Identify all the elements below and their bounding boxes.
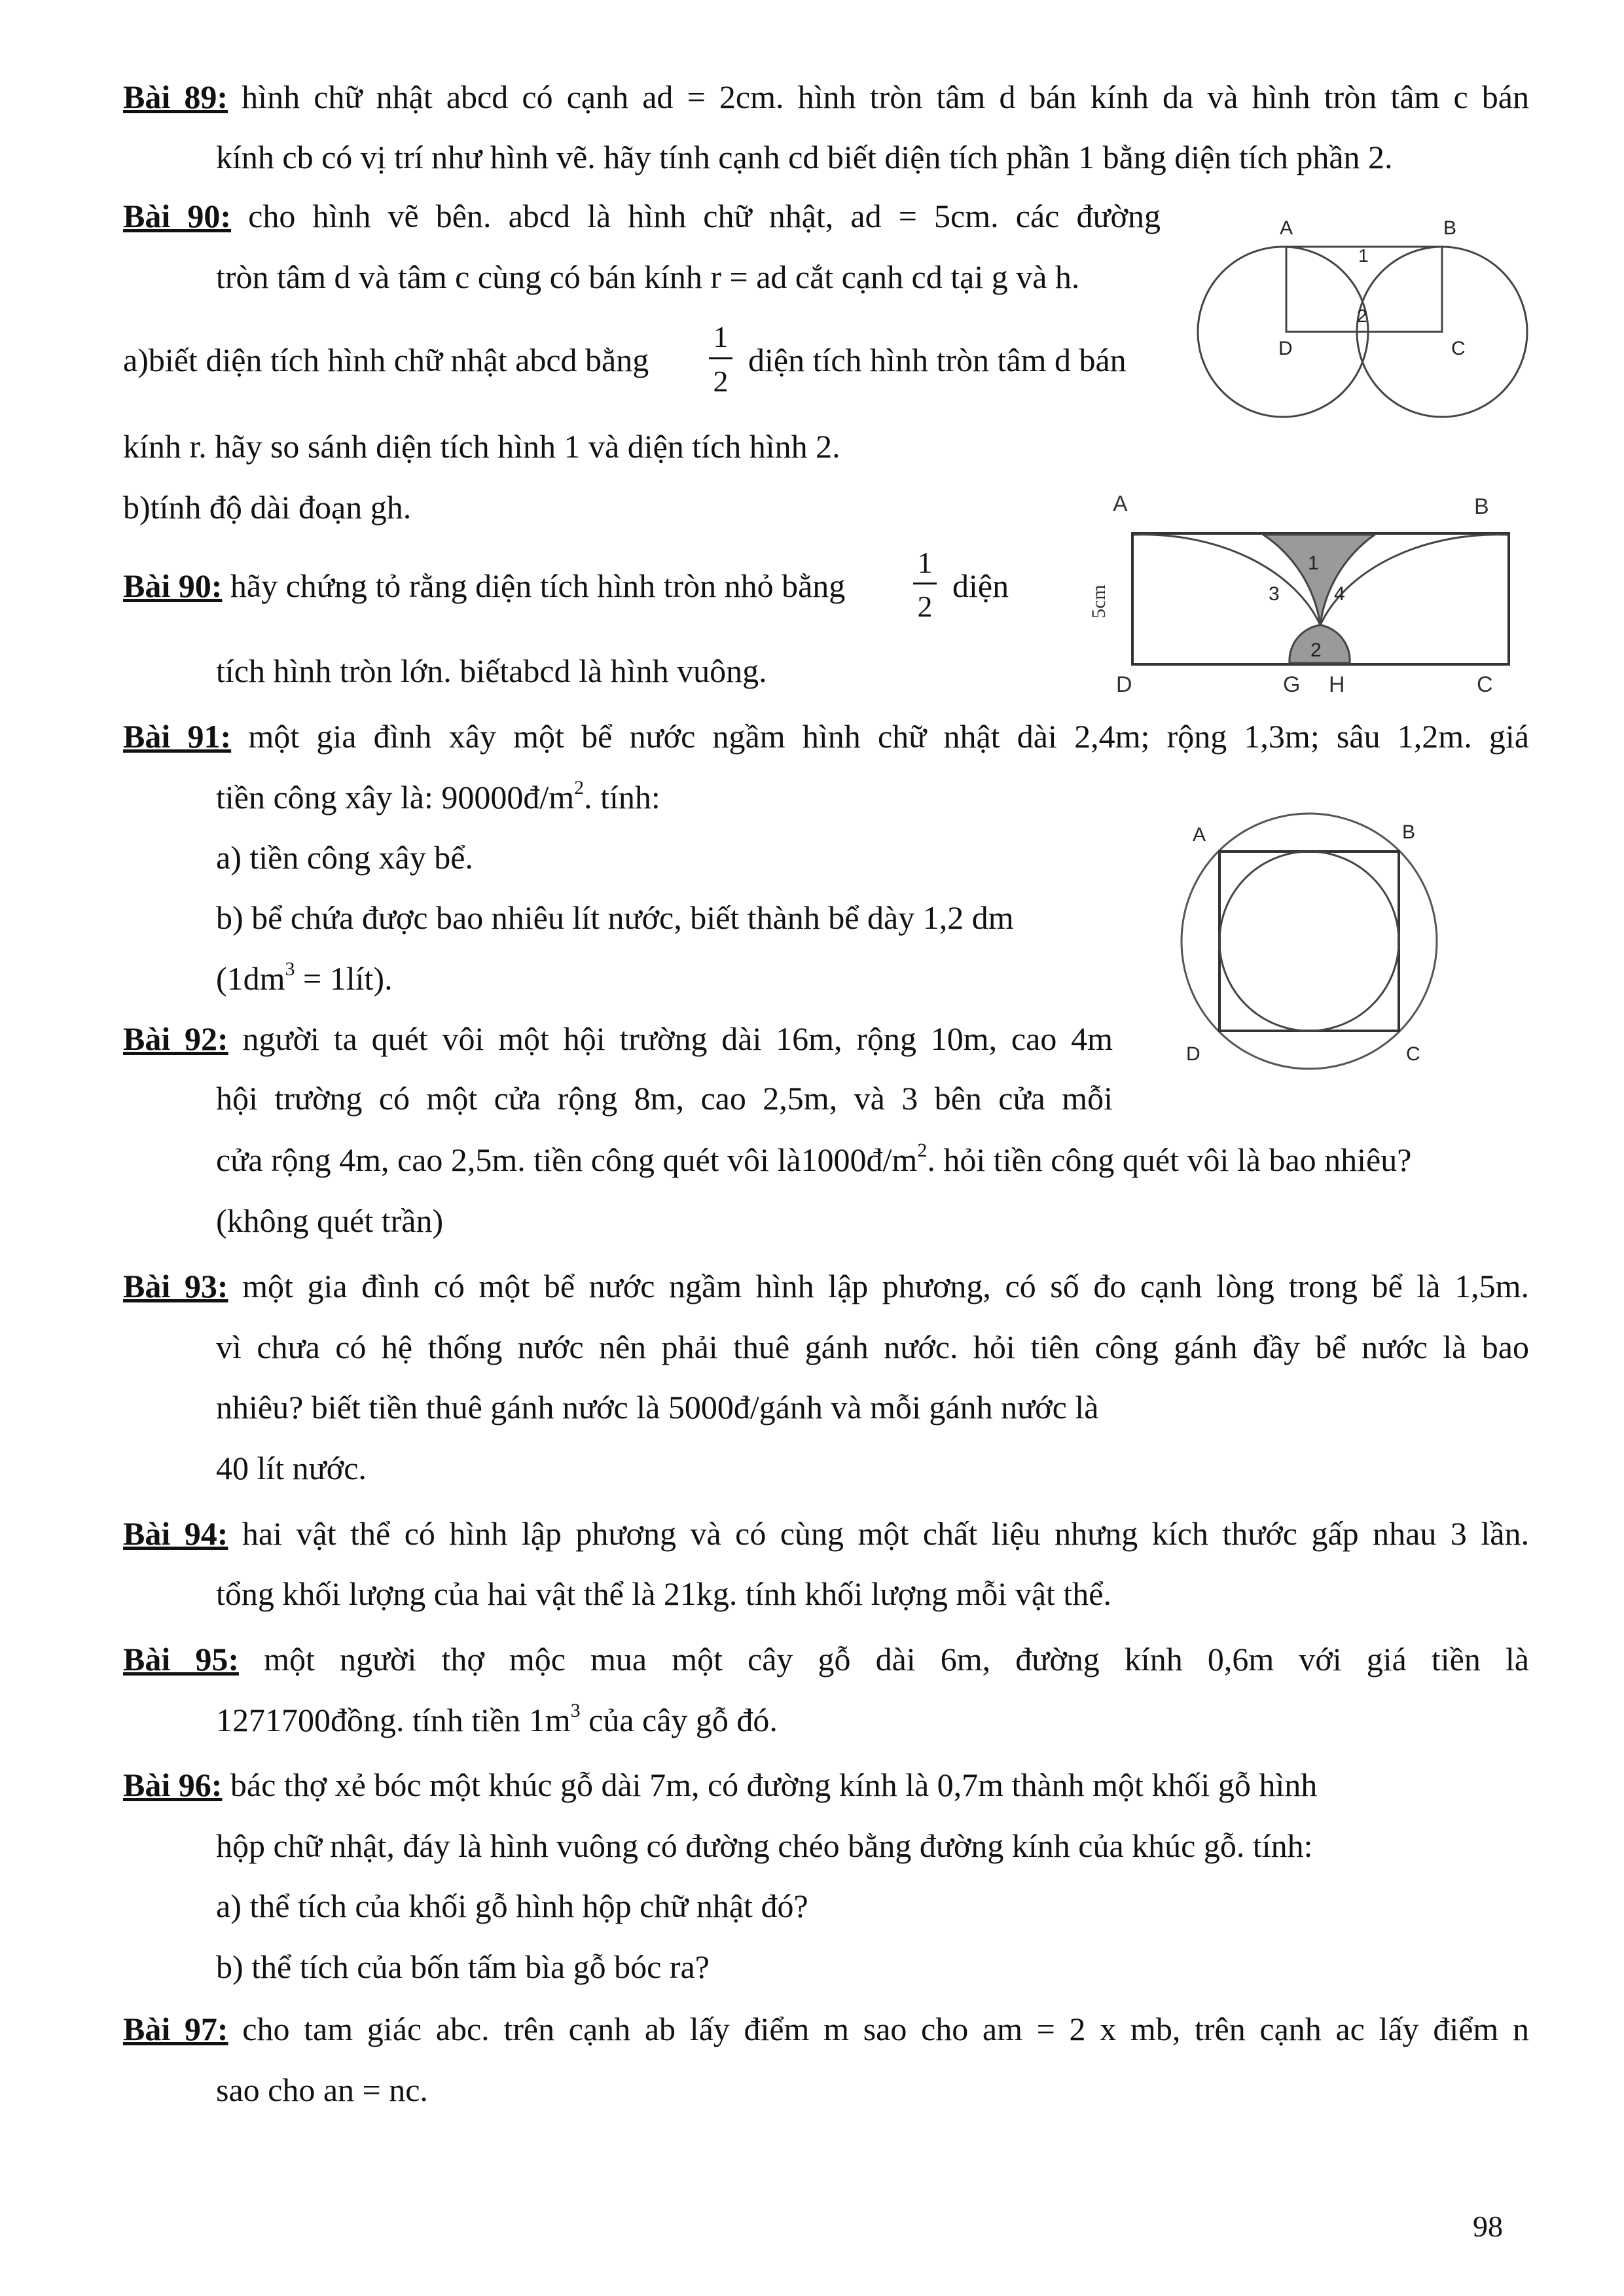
p94-text-1: hai vật thể có hình lập phương và có cùng một chất liệu nhưng kích thước gấp nhau 3 lần. (242, 1515, 1529, 1552)
p90a-line-3a: a)biết diện tích hình chữ nhật abcd bằng (123, 342, 649, 378)
p96-line-1 (123, 1765, 1317, 1804)
p92-text-3a: cửa rộng 4m, cao 2,5m. tiền công quét vôi là1000đ/m (216, 1141, 918, 1178)
fig2-side-label: 5cm (1088, 584, 1110, 619)
fig2-region-4: 4 (1334, 583, 1345, 605)
p91-line-5 (216, 959, 393, 998)
p89-line-2: kính cb có vị trí như hình vẽ. hãy tính cạnh cd biết diện tích phần 1 bằng diện tích phần 2. (216, 139, 1393, 175)
p91-text-5b: = 1lít). (295, 960, 393, 997)
p94-line-1 (123, 1514, 1529, 1553)
p95-line-1 (123, 1640, 1529, 1679)
figure-two-circles (1188, 209, 1555, 452)
p90b-line-1b: diện (952, 567, 1009, 604)
p91-line-2 (216, 778, 660, 817)
p91-line-3: a) tiền công xây bể. (216, 839, 473, 876)
p90a-line-1 (123, 196, 1161, 236)
p95-sup-2: 3 (570, 1700, 581, 1722)
fig1-label-b: B (1443, 217, 1457, 239)
p90b-line-1 (123, 566, 845, 605)
p90b-frac-den: 2 (917, 590, 933, 623)
p96-label: Bài 96: (123, 1767, 223, 1803)
p92-sup-3: 2 (917, 1139, 928, 1162)
fig2-label-d: D (1116, 672, 1132, 697)
figure-square-circles (1165, 802, 1453, 1077)
p92-line-3 (216, 1140, 1411, 1179)
p90a-frac-bar (709, 357, 732, 359)
figure-quarter-circles (1087, 488, 1545, 697)
p89-text-1: hình chữ nhật abcd có cạnh ad = 2cm. hình tròn tâm d bán kính da và hình tròn tâm c bán (242, 79, 1529, 115)
p93-line-3: nhiêu? biết tiền thuê gánh nước là 5000đ/gánh và mỗi gánh nước là (216, 1389, 1099, 1426)
p93-line-4: 40 lít nước. (216, 1450, 367, 1486)
fig1-region-1: 1 (1358, 245, 1369, 266)
p92-line-2: hội trường có một cửa rộng 8m, cao 2,5m, và 3 bên cửa mỗi (216, 1080, 1113, 1117)
p91-text-1: một gia đình xây một bể nước ngầm hình chữ nhật dài 2,4m; rộng 1,3m; sâu 1,2m. giá (248, 718, 1529, 755)
p91-sup-2: 2 (574, 777, 585, 799)
p90a-label: Bài 90: (123, 198, 232, 234)
p92-label: Bài 92: (123, 1020, 228, 1057)
p92-line-1 (123, 1019, 1113, 1058)
p91-sup-5: 3 (285, 958, 295, 980)
p95-text-1: một người thợ mộc mua một cây gỗ dài 6m, đường kính 0,6m với giá tiền là (264, 1641, 1529, 1677)
p95-text-2a: 1271700đồng. tính tiền 1m (216, 1702, 571, 1738)
p94-line-2: tổng khối lượng của hai vật thể là 21kg. tính khối lượng mỗi vật thể. (216, 1575, 1111, 1612)
fig1-label-a: A (1280, 217, 1293, 239)
fig2-label-c: C (1477, 672, 1493, 697)
fig3-label-a: A (1193, 824, 1206, 846)
p91-line-1 (123, 717, 1529, 756)
p90b-frac-num: 1 (917, 546, 933, 579)
p97-text-1: cho tam giác abc. trên cạnh ab lấy điểm m sao cho am = 2 x mb, trên cạnh ac lấy điểm n (242, 2011, 1529, 2047)
fig2-region-1: 1 (1308, 552, 1319, 574)
p95-line-2 (216, 1700, 778, 1740)
p96-line-4: b) thể tích của bốn tấm bìa gỗ bóc ra? (216, 1948, 710, 1985)
fig1-region-2: 2 (1357, 306, 1367, 326)
p90b-text-1a: hãy chứng tỏ rằng diện tích hình tròn nhỏ bằng (230, 567, 846, 604)
p93-line-2: vì chưa có hệ thống nước nên phải thuê gánh nước. hỏi tiên công gánh đầy bể nước là bao (216, 1329, 1529, 1365)
p95-text-2b: của cây gỗ đó. (580, 1702, 778, 1738)
page-number: 98 (1473, 2210, 1503, 2243)
p93-line-1 (123, 1266, 1529, 1306)
fig3-label-d: D (1186, 1043, 1200, 1065)
p90b-frac-bar (913, 583, 937, 584)
fig1-label-d: D (1278, 338, 1293, 359)
p90a-line-3b: diện tích hình tròn tâm d bán (748, 342, 1127, 378)
fig2-label-h: H (1329, 672, 1345, 697)
p91-text-2a: tiền công xây là: 90000đ/m (216, 779, 575, 816)
p92-line-4: (không quét trần) (216, 1202, 444, 1239)
fig1-label-c: C (1451, 338, 1466, 359)
p95-label: Bài 95: (123, 1641, 239, 1677)
p90a-line-4: kính r. hãy so sánh diện tích hình 1 và diện tích hình 2. (123, 428, 840, 465)
p90a-text-1: cho hình vẽ bên. abcd là hình chữ nhật, ad = 5cm. các đường (248, 198, 1161, 234)
fig2-label-b: B (1474, 494, 1489, 519)
p97-line-2: sao cho an = nc. (216, 2072, 428, 2108)
p96-text-1: bác thợ xẻ bóc một khúc gỗ dài 7m, có đường kính là 0,7m thành một khối gỗ hình (230, 1767, 1318, 1803)
p91-line-4: b) bể chứa được bao nhiêu lít nước, biết thành bể dày 1,2 dm (216, 899, 1014, 936)
fig2-label-a: A (1113, 492, 1128, 516)
circle-inner (1219, 852, 1399, 1031)
p89-line-1 (123, 77, 1529, 117)
p90a-frac-num: 1 (713, 320, 729, 353)
fig2-label-g: G (1283, 672, 1301, 697)
p91-text-5a: (1dm (216, 960, 285, 997)
p89-label: Bài 89: (123, 79, 228, 115)
p96-line-3: a) thể tích của khối gỗ hình hộp chữ nhật đó? (216, 1888, 808, 1924)
fig2-region-2: 2 (1310, 639, 1322, 661)
p92-text-3b: . hỏi tiền công quét vôi là bao nhiêu? (927, 1141, 1412, 1178)
p90a-line-2: tròn tâm d và tâm c cùng có bán kính r = ad cắt cạnh cd tại g và h. (216, 259, 1080, 295)
p97-line-1 (123, 2009, 1529, 2049)
p91-label: Bài 91: (123, 718, 232, 755)
p91-text-2b: . tính: (584, 779, 660, 816)
p90a-frac-den: 2 (713, 365, 729, 398)
p90b-label: Bài 90: (123, 567, 223, 604)
p90a-line-5: b)tính độ dài đoạn gh. (123, 489, 412, 526)
fig2-region-3: 3 (1269, 583, 1280, 605)
p92-text-1: người ta quét vôi một hội trường dài 16m, rộng 10m, cao 4m (242, 1020, 1113, 1057)
p94-label: Bài 94: (123, 1515, 228, 1552)
p96-line-2: hộp chữ nhật, đáy là hình vuông có đường chéo bằng đường kính của khúc gỗ. tính: (216, 1827, 1313, 1864)
fig3-label-b: B (1402, 821, 1416, 843)
p93-label: Bài 93: (123, 1268, 228, 1304)
p97-label: Bài 97: (123, 2011, 228, 2047)
p93-text-1: một gia đình có một bể nước ngầm hình lập phương, có số đo cạnh lòng trong bể là 1,5m. (242, 1268, 1529, 1304)
p90b-line-2: tích hình tròn lớn. biếtabcd là hình vuông. (216, 653, 767, 689)
fig3-label-c: C (1406, 1043, 1420, 1065)
